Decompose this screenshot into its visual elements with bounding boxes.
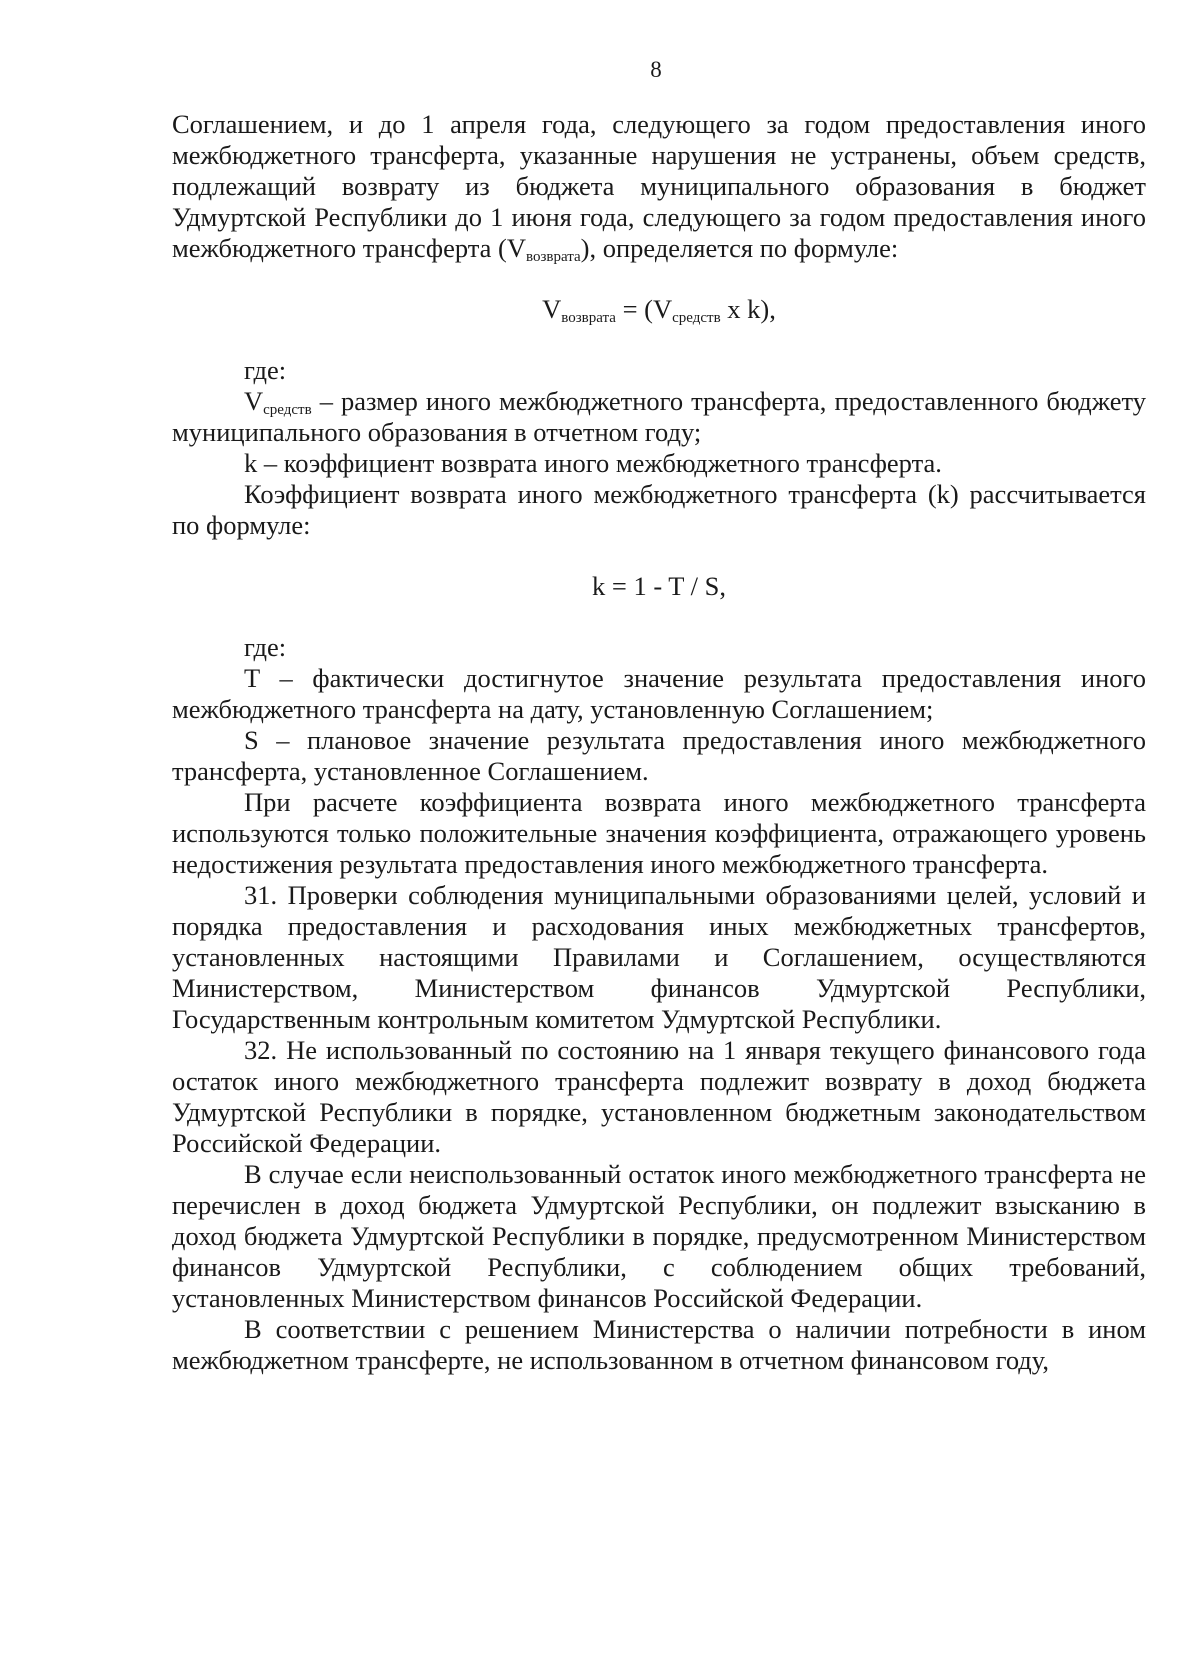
document-body [172,109,1146,1376]
formula-end: x k), [720,294,776,324]
paragraph-text: Соглашением, и до 1 апреля года, следующего за годом предоставления иного межбюджетного трансферта, указанные нарушения не устранены, объем средств, подлежащий возврату из бюджета муниципального образования в бюджет Удмуртской Республики до 1 июня года, следующего за годом предоставления иного межбюджетного трансферта (V [172,109,1146,263]
paragraph-text-end: ), определяется по формуле: [580,233,899,263]
definition-t: T – фактически достигнутое значение результата предоставления иного межбюджетного трансферта на дату, установленную Соглашением; [172,663,1146,724]
symbol-v: V [244,386,264,416]
page-number: 8 [650,57,662,82]
paragraph-decision: В соответствии с решением Министерства о наличии потребности в ином межбюджетном трансферте, не использованном в отчетном финансовом году, [172,1314,1146,1375]
paragraph-case: В случае если неиспользованный остаток иного межбюджетного трансферта не перечислен в доход бюджета Удмуртской Республики, он подлежит взысканию в доход бюджета Удмуртской Республики в порядке, предусмотренном Министерством финансов Удмуртской Республики, с соблюдением общих требований, установленных Министерством финансов Российской Федерации. [172,1159,1146,1313]
definition-text: – размер иного межбюджетного трансферта, предоставленного бюджету муниципального образования в отчетном году; [172,386,1146,447]
paragraph-calculation: При расчете коэффициента возврата иного межбюджетного трансферта используются только положительные значения коэффициента, отражающего уровень недостижения результата предоставления иного межбюджетного трансферта. [172,787,1146,879]
item-32: 32. Не использованный по состоянию на 1 января текущего финансового года остаток иного межбюджетного трансферта подлежит возврату в доход бюджета Удмуртской Республики в порядке, установленном бюджетным законодательством Российской Федерации. [172,1035,1146,1158]
definition-s: S – плановое значение результата предоставления иного межбюджетного трансферта, установленное Соглашением. [172,725,1146,786]
paragraph-coefficient: Коэффициент возврата иного межбюджетного трансферта (k) рассчитывается по формуле: [172,479,1146,540]
subscript-vozvrata: возврата [526,249,581,265]
paragraph-return-volume [172,109,1146,264]
formula-equals: = (V [615,294,673,324]
where-label-2: где: [244,632,287,662]
formula-subscript-sredstv: средств [672,310,721,326]
definition-k: k – коэффициент возврата иного межбюджетного трансферта. [244,448,942,478]
definition-v-sredstv [172,386,1146,448]
subscript-sredstv: средств [263,402,312,418]
formula-subscript-vozvrata: возврата [561,310,616,326]
formula-return-volume [172,294,1146,325]
formula-symbol-v: V [542,294,562,324]
where-label-1: где: [244,355,287,385]
item-31: 31. Проверки соблюдения муниципальными образованиями целей, условий и порядка предоставления и расходования иных межбюджетных трансфертов, установленных настоящими Правилами и Соглашением, осуществляются Министерством, Министерством финансов Удмуртской Республики, Государственным контрольным комитетом Удмуртской Республики. [172,880,1146,1034]
formula-coefficient: k = 1 - T / S, [592,571,726,601]
